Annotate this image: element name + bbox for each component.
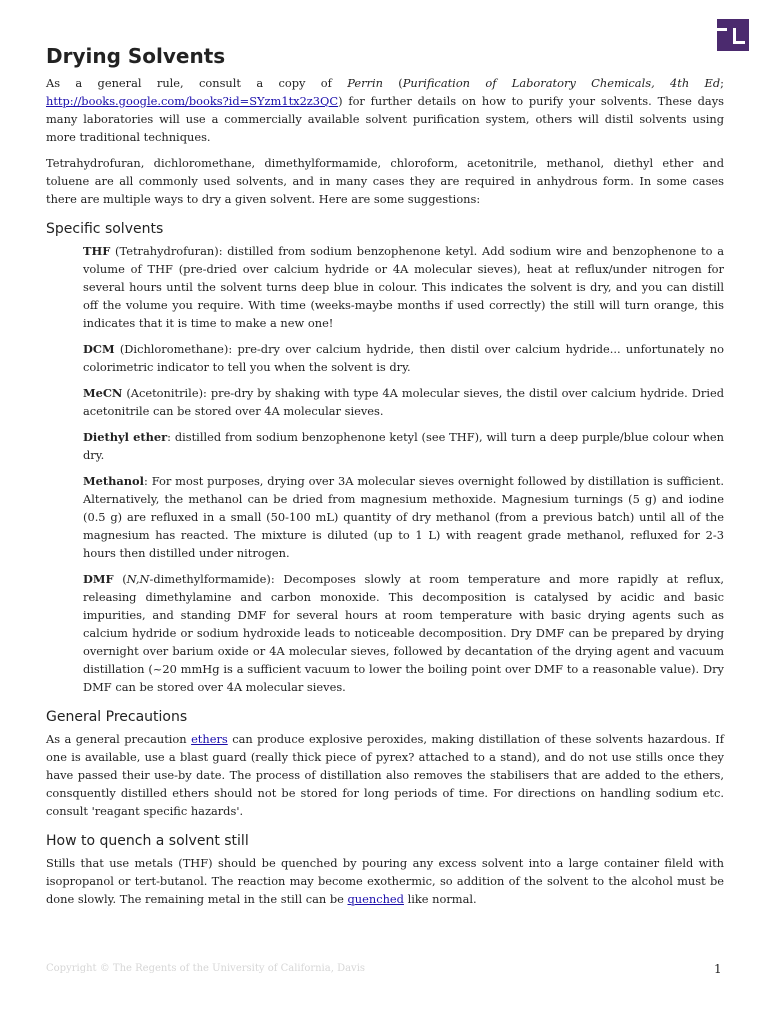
precautions-paragraph: As a general precaution ethers can produce explosive peroxides, making distillation of these solvents hazardous. If one is available, use a blast guard (really thick piece of pyrex? attached to a stand), and do not use stills once they have passed their use-by date. The process of distillation also removes the stabilisers that are added to the ethers, consquently distilled ethers should not be stored for long periods of time. For directions on handling sodium etc. consult 'reagant specific hazards'.: [46, 732, 724, 818]
solvents-overview-paragraph: Tetrahydrofuran, dichloromethane, dimethylformamide, chloroform, acetonitrile, methanol, diethyl ether and toluene are all commonly used solvents, and in many cases they are required in anhydrous form. In some cases there are multiple ways to dry a given solvent. Here are some suggestions:: [46, 156, 724, 206]
google-books-link[interactable]: http://books.google.com/books?id=SYzm1tx2z3QC: [46, 94, 339, 108]
ethers-link[interactable]: ethers: [191, 732, 228, 746]
copyright-footer: Copyright © The Regents of the University of California, Davis: [46, 963, 366, 974]
page-title: Drying Solvents: [46, 44, 226, 68]
general-precautions-heading: General Precautions: [46, 709, 188, 725]
quenched-link[interactable]: quenched: [347, 892, 404, 906]
intro-paragraph: As a general rule, consult a copy of Perrin (Purification of Laboratory Chemicals, 4th Ed; http://books.google.com/books?id=SYzm1tx2z3QC) for further details on how to purify your solvents. These days many laboratories will use a commercially available solvent purification system, others will distil solvents using more traditional techniques.: [46, 76, 724, 144]
solvent-mecn: MeCN (Acetonitrile): pre-dry by shaking with type 4A molecular sieves, the distil over calcium hydride. Dried acetonitrile can be stored over 4A molecular sieves.: [83, 386, 724, 418]
specific-solvents-heading: Specific solvents: [46, 221, 164, 237]
solvent-dmf: DMF (N,N-dimethylformamide): Decomposes slowly at room temperature and more rapidly at reflux, releasing dimethylamine and carbon monoxide. This decomposition is catalysed by acidic and basic impurities, and standing DMF for several hours at room temperature with basic drying agents such as calcium hydride or sodium hydroxide leads to noticeable decomposition. Dry DMF can be prepared by drying overnight over barium oxide or 4A molecular sieves, followed by decantation of the drying agent and vacuum distillation (~20 mmHg is a sufficient vacuum to lower the boiling point over DMF to a reasonable value). Dry DMF can be stored over 4A molecular sieves.: [83, 572, 724, 694]
quench-still-heading: How to quench a solvent still: [46, 833, 249, 849]
solvent-dcm: DCM (Dichloromethane): pre-dry over calcium hydride, then distil over calcium hydride... unfortunately no colorimetric indicator to tell you when the solvent is dry.: [83, 342, 724, 374]
page-number: 1: [714, 962, 722, 976]
solvent-thf: THF (Tetrahydrofuran): distilled from sodium benzophenone ketyl. Add sodium wire and benzophenone to a volume of THF (pre-dried over calcium hydride or 4A molecular sieves), heat at reflux/under nitrogen for several hours until the solvent turns deep blue in colour. This indicates the solvent is dry, and you can distill off the volume you require. With time (weeks-maybe months if used correctly) the still will turn orange, this indicates that it is time to make a new one!: [83, 244, 724, 330]
document-body: [46, 44, 724, 916]
solvent-diethyl-ether: Diethyl ether: distilled from sodium benzophenone ketyl (see THF), will turn a deep purple/blue colour when dry.: [83, 430, 724, 462]
solvent-methanol: Methanol: For most purposes, drying over 3A molecular sieves overnight followed by distillation is sufficient. Alternatively, the methanol can be dried from magnesium methoxide. Magnesium turnings (5 g) and iodine (0.5 g) are refluxed in a small (50-100 mL) quantity of dry methanol (from a previous batch) until all of the magnesium has reacted. The mixture is diluted (up to 1 L) with reagent grade methanol, refluxed for 2-3 hours then distilled under nitrogen.: [83, 474, 724, 560]
quench-paragraph: Stills that use metals (THF) should be quenched by pouring any excess solvent into a large container fileld with isopropanol or tert-butanol. The reaction may become exothermic, so addition of the solvent to the alcohol must be done slowly. The remaining metal in the still can be quenched like normal.: [46, 856, 724, 906]
